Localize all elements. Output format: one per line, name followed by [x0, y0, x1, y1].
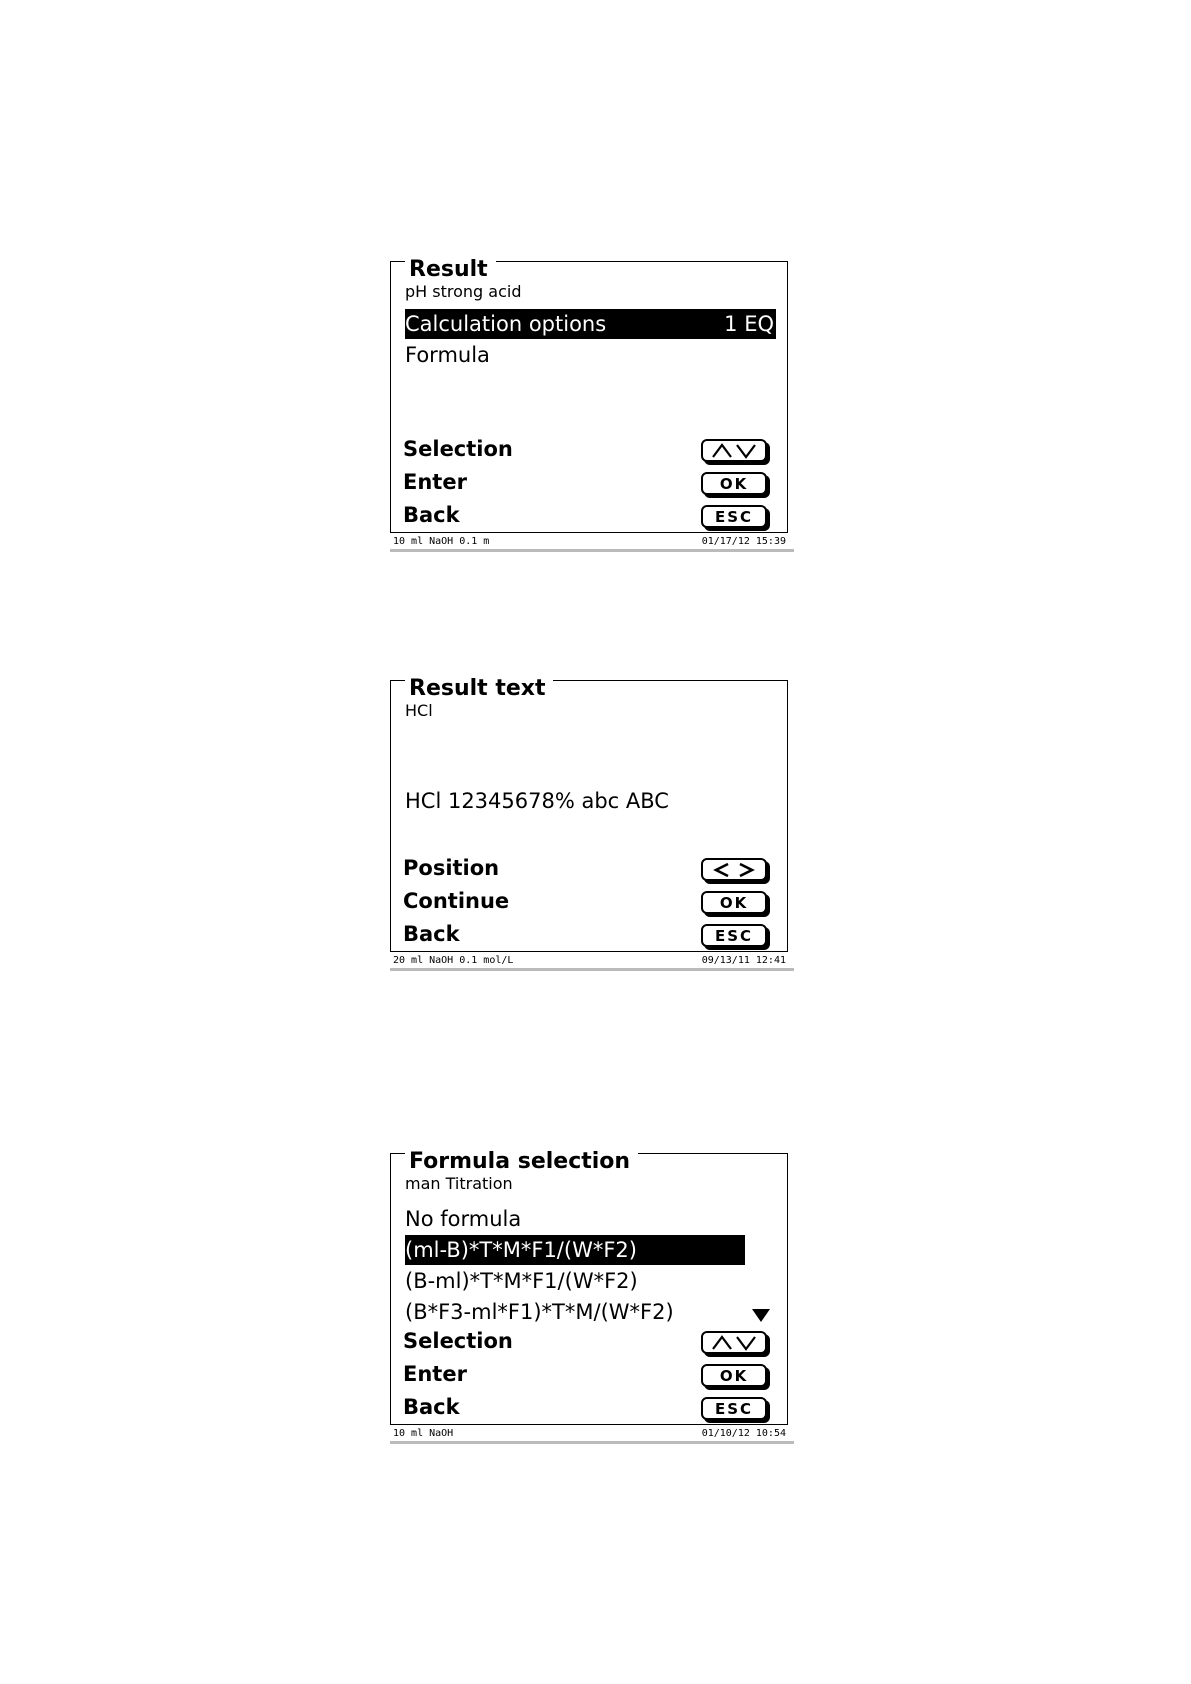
- status-bar: [390, 1428, 794, 1440]
- screen-title: Result text: [405, 678, 553, 700]
- status-datetime: 09/13/11 12:41: [701, 955, 786, 966]
- formula-selection-panel: [390, 1149, 788, 1425]
- action-label-back: Back: [403, 922, 460, 946]
- menu-item-label: Calculation options: [405, 312, 607, 336]
- ok-key-button[interactable]: OK: [701, 472, 767, 495]
- action-label-selection: Selection: [403, 1329, 513, 1353]
- screen-subtitle: pH strong acid: [405, 282, 522, 301]
- menu-item-value: 1 EQ: [724, 312, 774, 336]
- formula-option-b-f3[interactable]: [405, 1297, 745, 1327]
- status-divider: [390, 549, 794, 552]
- formula-option-label: (B*F3-ml*F1)*T*M/(W*F2): [405, 1300, 674, 1324]
- menu-item-calculation-options[interactable]: [405, 309, 776, 339]
- esc-key-button[interactable]: ESC: [701, 1397, 767, 1420]
- status-bar: [390, 955, 794, 967]
- result-panel: [390, 257, 788, 533]
- result-screen: [390, 256, 794, 548]
- status-reagent: 20 ml NaOH 0.1 mol/L: [393, 955, 514, 966]
- ok-key-button[interactable]: OK: [701, 891, 767, 914]
- formula-selection-screen: [390, 1148, 794, 1440]
- formula-option-label: (B-ml)*T*M*F1/(W*F2): [405, 1269, 638, 1293]
- formula-option-label: No formula: [405, 1207, 522, 1231]
- left-right-key-button[interactable]: [701, 858, 767, 881]
- status-divider: [390, 1441, 794, 1444]
- screen-subtitle: HCl: [405, 701, 433, 720]
- status-reagent: 10 ml NaOH: [393, 1428, 454, 1439]
- status-reagent: 10 ml NaOH 0.1 m: [393, 536, 490, 547]
- esc-key-button[interactable]: ESC: [701, 505, 767, 528]
- menu-item-label: Formula: [405, 343, 490, 367]
- status-divider: [390, 968, 794, 971]
- ok-key-button[interactable]: OK: [701, 1364, 767, 1387]
- status-datetime: 01/17/12 15:39: [701, 536, 786, 547]
- action-label-enter: Enter: [403, 470, 467, 494]
- up-down-key-button[interactable]: [701, 1331, 767, 1354]
- formula-option-ml-minus-b[interactable]: [405, 1235, 745, 1265]
- action-label-continue: Continue: [403, 889, 510, 913]
- result-text-panel: [390, 676, 788, 952]
- formula-option-label: (ml-B)*T*M*F1/(W*F2): [405, 1238, 637, 1262]
- scroll-down-triangle-icon: [751, 1307, 771, 1323]
- action-label-position: Position: [403, 856, 500, 880]
- action-label-enter: Enter: [403, 1362, 467, 1386]
- up-down-key-button[interactable]: [701, 439, 767, 462]
- formula-option-no-formula[interactable]: [405, 1204, 745, 1234]
- menu-item-formula[interactable]: [405, 340, 776, 370]
- action-label-selection: Selection: [403, 437, 513, 461]
- screen-subtitle: man Titration: [405, 1174, 513, 1193]
- action-label-back: Back: [403, 503, 460, 527]
- esc-key-button[interactable]: ESC: [701, 924, 767, 947]
- up-down-arrows-icon: [711, 1335, 757, 1351]
- status-datetime: 01/10/12 10:54: [701, 1428, 786, 1439]
- result-text-screen: [390, 675, 794, 967]
- left-right-arrows-icon: [711, 862, 757, 878]
- screen-title: Result: [405, 259, 496, 281]
- action-label-back: Back: [403, 1395, 460, 1419]
- screen-title: Formula selection: [405, 1151, 638, 1173]
- status-bar: [390, 536, 794, 548]
- formula-option-b-minus-ml[interactable]: [405, 1266, 745, 1296]
- up-down-arrows-icon: [711, 443, 757, 459]
- result-text-field[interactable]: HCl 12345678% abc ABC: [405, 789, 669, 813]
